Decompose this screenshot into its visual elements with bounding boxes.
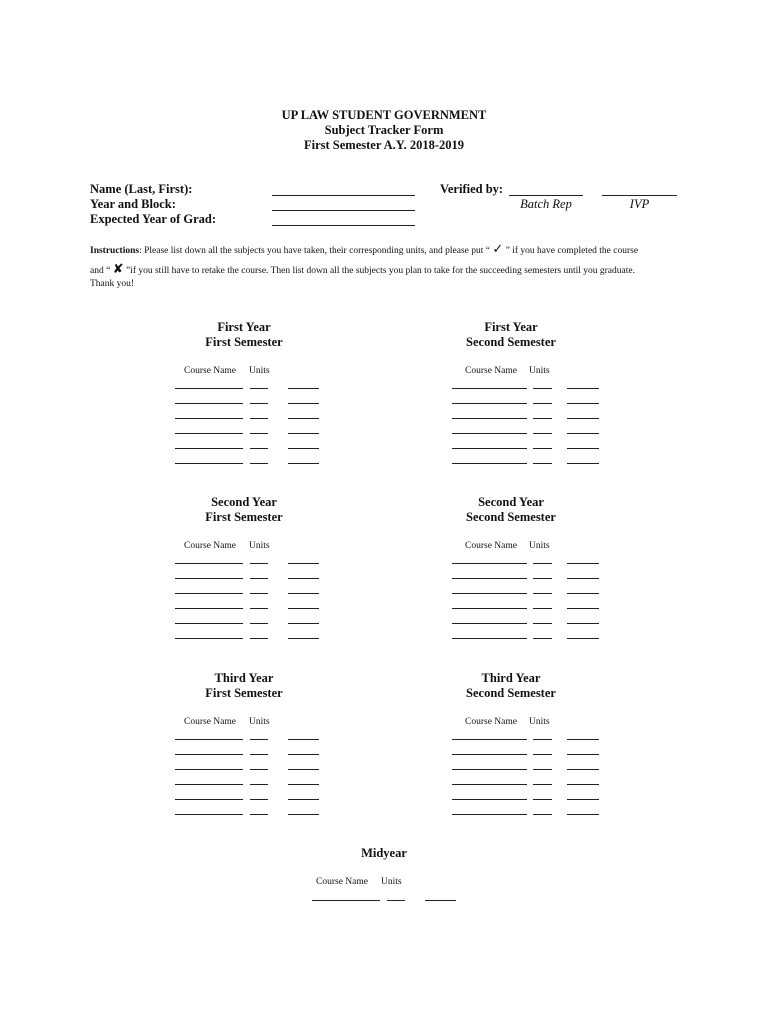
instructions-line-1 [90,244,638,257]
status-mark-blank [288,771,319,785]
status-mark-blank [567,786,599,800]
entry-row [175,786,313,801]
course-name-blank [452,375,527,389]
section-year: Third Year [214,671,274,685]
units-header: Units [529,717,550,727]
units-header: Units [529,366,550,376]
status-mark-blank [288,565,319,579]
status-mark-blank [567,610,599,624]
entry-row [452,565,570,580]
section-year: Third Year [481,671,541,685]
entry-row [312,887,456,902]
units-blank [533,625,552,639]
course-name-blank [452,741,527,755]
units-blank [533,390,552,404]
entry-row [452,450,570,465]
section-year: Second Year [211,495,277,509]
instructions-line-2 [90,264,635,277]
organization-title: UP LAW STUDENT GOVERNMENT [281,108,487,122]
units-blank [533,741,552,755]
status-mark-blank [288,625,319,639]
course-name-header: Course Name [465,717,517,727]
name-blank [272,182,415,196]
section-second-year-first-semester [175,495,313,645]
status-mark-blank [288,450,319,464]
units-blank [250,420,268,434]
units-blank [250,565,268,579]
course-name-blank [175,580,243,594]
entry-row [452,420,570,435]
units-blank [250,726,268,740]
units-blank [250,435,268,449]
status-mark-blank [567,756,599,770]
units-blank [387,887,405,901]
course-name-blank [175,771,243,785]
status-mark-blank [567,435,599,449]
section-semester: Second Semester [466,510,556,524]
status-mark-blank [288,580,319,594]
units-blank [250,625,268,639]
course-name-blank [175,420,243,434]
course-name-blank [175,741,243,755]
entry-rows [175,550,313,640]
term-title: First Semester A.Y. 2018-2019 [303,138,465,152]
course-name-blank [452,550,527,564]
status-mark-blank [567,420,599,434]
ivp-label: IVP [629,197,650,211]
units-blank [533,435,552,449]
course-name-header: Course Name [184,717,236,727]
entry-row [175,420,313,435]
units-blank [250,450,268,464]
units-blank [533,405,552,419]
course-name-header: Course Name [465,366,517,376]
units-blank [533,786,552,800]
entry-row [452,390,570,405]
year-block-blank [272,197,415,211]
entry-row [452,625,570,640]
verified-by-label: Verified by: [440,182,504,196]
status-mark-blank [567,390,599,404]
course-name-blank [175,550,243,564]
batch-rep-label: Batch Rep [520,197,572,211]
status-mark-blank [567,580,599,594]
section-title: Midyear [361,846,407,860]
entry-row [175,405,313,420]
units-blank [250,390,268,404]
status-mark-blank [288,741,319,755]
units-blank [533,756,552,770]
status-mark-blank [288,435,319,449]
course-name-blank [175,405,243,419]
entry-rows [175,726,313,816]
units-blank [533,726,552,740]
instructions-thanks: Thank you! [90,279,135,289]
status-mark-blank [567,595,599,609]
units-header: Units [249,717,270,727]
entry-row [452,550,570,565]
status-mark-blank [288,420,319,434]
course-name-blank [312,887,380,901]
units-blank [533,550,552,564]
course-name-blank [452,565,527,579]
course-name-header: Course Name [184,366,236,376]
entry-rows [175,375,313,465]
course-name-blank [175,726,243,740]
entry-rows [452,726,570,816]
instructions-line-3 [90,278,134,290]
course-name-blank [175,375,243,389]
course-name-blank [175,450,243,464]
entry-row [452,580,570,595]
status-mark-blank [567,625,599,639]
status-mark-blank [567,726,599,740]
section-third-year-second-semester [452,671,570,821]
units-blank [250,741,268,755]
course-name-blank [175,565,243,579]
course-name-blank [175,390,243,404]
course-name-blank [175,610,243,624]
course-name-blank [175,625,243,639]
course-name-blank [175,756,243,770]
status-mark-blank [567,771,599,785]
units-blank [250,610,268,624]
entry-row [452,801,570,816]
section-first-year-second-semester [452,320,570,470]
entry-row [175,435,313,450]
entry-row [175,390,313,405]
units-blank [250,756,268,770]
entry-row [452,375,570,390]
status-mark-blank [425,887,456,901]
status-mark-blank [567,801,599,815]
section-year: Second Year [478,495,544,509]
course-name-blank [452,580,527,594]
name-label: Name (Last, First): [90,182,193,196]
units-blank [250,771,268,785]
course-name-blank [452,390,527,404]
grad-year-blank [272,212,415,226]
entry-row [175,726,313,741]
units-blank [533,565,552,579]
entry-row [175,801,313,816]
course-name-blank [452,625,527,639]
entry-row [175,756,313,771]
section-semester: First Semester [205,686,283,700]
status-mark-blank [288,756,319,770]
section-midyear [312,846,456,996]
course-name-blank [175,435,243,449]
status-mark-blank [288,405,319,419]
section-first-year-first-semester [175,320,313,470]
entry-row [452,595,570,610]
course-name-blank [452,771,527,785]
entry-row [175,610,313,625]
course-name-header: Course Name [184,541,236,551]
status-mark-blank [288,550,319,564]
status-mark-blank [288,726,319,740]
batch-rep-signature-blank [509,182,583,196]
units-blank [533,580,552,594]
instructions-text: ” if you have completed the course [503,246,639,256]
units-header: Units [249,541,270,551]
entry-row [452,610,570,625]
entry-rows [312,887,456,902]
course-name-blank [452,726,527,740]
course-name-blank [175,801,243,815]
check-mark-icon: ✓ [492,242,504,257]
units-blank [250,801,268,815]
grad-year-label: Expected Year of Grad: [90,212,217,226]
course-name-blank [452,435,527,449]
units-blank [533,771,552,785]
section-semester: Second Semester [466,686,556,700]
section-semester: Second Semester [466,335,556,349]
status-mark-blank [288,801,319,815]
units-header: Units [529,541,550,551]
course-name-header: Course Name [465,541,517,551]
instructions-label: Instructions [90,246,140,256]
units-blank [250,550,268,564]
instructions-text: : Please list down all the subjects you have taken, their corresponding units, and please put “ [139,246,493,256]
course-name-blank [175,595,243,609]
units-blank [533,801,552,815]
instructions-text: ”if you still have to retake the course. Then list down all the subjects you plan to take for the succeeding semesters until you graduate. [123,266,635,276]
entry-row [175,625,313,640]
cross-mark-icon: ✘ [112,262,124,277]
course-name-header: Course Name [316,877,368,887]
units-blank [533,420,552,434]
course-name-blank [452,595,527,609]
entry-row [175,550,313,565]
course-name-blank [452,801,527,815]
entry-row [452,726,570,741]
entry-row [175,580,313,595]
entry-row [175,450,313,465]
entry-rows [452,550,570,640]
course-name-blank [452,786,527,800]
section-third-year-first-semester [175,671,313,821]
status-mark-blank [288,375,319,389]
form-title: Subject Tracker Form [324,123,444,137]
entry-row [175,771,313,786]
course-name-blank [452,420,527,434]
units-blank [533,450,552,464]
ivp-signature-blank [602,182,677,196]
status-mark-blank [567,450,599,464]
status-mark-blank [288,786,319,800]
entry-row [175,595,313,610]
entry-row [452,771,570,786]
year-block-label: Year and Block: [90,197,176,211]
units-blank [533,610,552,624]
instructions-text: and “ [90,266,113,276]
entry-rows [452,375,570,465]
course-name-blank [452,450,527,464]
section-second-year-second-semester [452,495,570,645]
entry-row [175,565,313,580]
status-mark-blank [288,390,319,404]
entry-row [175,741,313,756]
entry-row [452,405,570,420]
entry-row [452,786,570,801]
status-mark-blank [288,610,319,624]
status-mark-blank [567,375,599,389]
status-mark-blank [288,595,319,609]
entry-row [175,375,313,390]
status-mark-blank [567,405,599,419]
units-header: Units [249,366,270,376]
entry-row [452,756,570,771]
section-year: First Year [484,320,538,334]
course-name-blank [452,756,527,770]
status-mark-blank [567,550,599,564]
status-mark-blank [567,741,599,755]
units-header: Units [381,877,402,887]
course-name-blank [175,786,243,800]
entry-row [452,435,570,450]
units-blank [533,375,552,389]
section-year: First Year [217,320,271,334]
section-semester: First Semester [205,335,283,349]
status-mark-blank [567,565,599,579]
units-blank [250,375,268,389]
course-name-blank [452,610,527,624]
course-name-blank [452,405,527,419]
units-blank [250,580,268,594]
units-blank [533,595,552,609]
section-semester: First Semester [205,510,283,524]
units-blank [250,595,268,609]
entry-row [452,741,570,756]
units-blank [250,786,268,800]
units-blank [250,405,268,419]
